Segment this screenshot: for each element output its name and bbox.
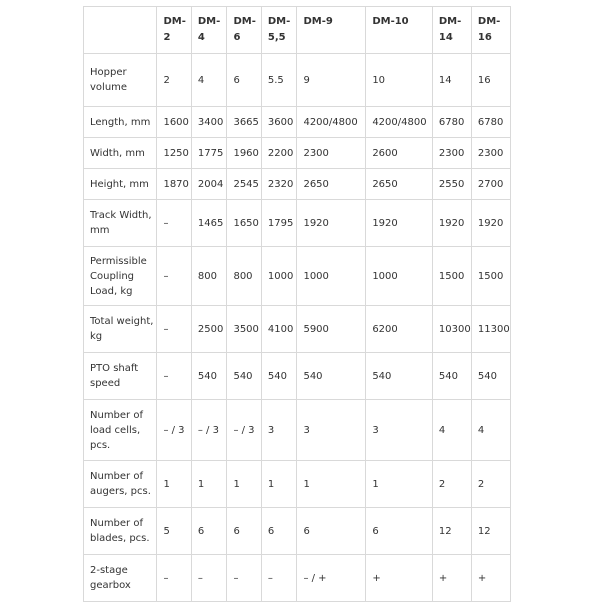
table-cell: 1000 <box>261 247 297 306</box>
table-cell: 540 <box>366 353 433 400</box>
table-cell: 540 <box>432 353 471 400</box>
table-cell: 12 <box>471 508 510 555</box>
table-cell: 2300 <box>297 138 366 169</box>
table-cell: + <box>366 555 433 602</box>
table-cell: 2 <box>157 54 191 107</box>
table-cell: 4200/4800 <box>297 107 366 138</box>
table-cell: – <box>157 200 191 247</box>
table-cell: 2650 <box>297 169 366 200</box>
table-cell: 2200 <box>261 138 297 169</box>
table-cell: 2550 <box>432 169 471 200</box>
table-cell: 2 <box>471 461 510 508</box>
table-cell: – <box>157 306 191 353</box>
table-cell: 6 <box>297 508 366 555</box>
header-model: DM-14 <box>432 7 471 54</box>
table-cell: 540 <box>227 353 261 400</box>
table-cell: 1870 <box>157 169 191 200</box>
table-cell: – / 3 <box>157 400 191 461</box>
table-cell: 1250 <box>157 138 191 169</box>
header-model: DM-5,5 <box>261 7 297 54</box>
table-cell: 1650 <box>227 200 261 247</box>
table-cell: 1 <box>157 461 191 508</box>
table-cell: 2545 <box>227 169 261 200</box>
table-cell: 6 <box>227 508 261 555</box>
specifications-table <box>83 6 511 602</box>
table-cell: 1795 <box>261 200 297 247</box>
table-cell: 2500 <box>191 306 227 353</box>
table-cell: 540 <box>261 353 297 400</box>
header-model: DM-9 <box>297 7 366 54</box>
table-cell: 16 <box>471 54 510 107</box>
table-cell: 9 <box>297 54 366 107</box>
table-cell: 11300 <box>471 306 510 353</box>
table-cell: 2300 <box>432 138 471 169</box>
table-cell: 6780 <box>471 107 510 138</box>
table-cell: 5 <box>157 508 191 555</box>
table-cell: 12 <box>432 508 471 555</box>
header-model: DM-16 <box>471 7 510 54</box>
table-cell: 2700 <box>471 169 510 200</box>
header-row <box>84 7 511 54</box>
table-cell: 1600 <box>157 107 191 138</box>
table-cell: 3600 <box>261 107 297 138</box>
table-cell: 2650 <box>366 169 433 200</box>
table-row <box>84 400 511 461</box>
table-cell: 6780 <box>432 107 471 138</box>
table-cell: + <box>432 555 471 602</box>
row-label: 2-stage gearbox <box>84 555 157 602</box>
header-model: DM-4 <box>191 7 227 54</box>
table-cell: 1920 <box>366 200 433 247</box>
table-cell: 4 <box>471 400 510 461</box>
table-cell: – <box>157 247 191 306</box>
table-cell: 1920 <box>432 200 471 247</box>
table-cell: 2600 <box>366 138 433 169</box>
specifications-table-container <box>83 6 511 602</box>
table-cell: 1 <box>297 461 366 508</box>
table-row <box>84 508 511 555</box>
table-cell: + <box>471 555 510 602</box>
table-row <box>84 461 511 508</box>
table-cell: 6 <box>261 508 297 555</box>
table-cell: 1465 <box>191 200 227 247</box>
table-cell: 6 <box>227 54 261 107</box>
table-cell: 1 <box>191 461 227 508</box>
table-cell: 1920 <box>471 200 510 247</box>
table-row <box>84 169 511 200</box>
table-cell: 540 <box>297 353 366 400</box>
table-cell: – / 3 <box>191 400 227 461</box>
row-label: Total weight, kg <box>84 306 157 353</box>
table-cell: 4200/4800 <box>366 107 433 138</box>
row-label: Track Width, mm <box>84 200 157 247</box>
table-cell: 1960 <box>227 138 261 169</box>
table-cell: 3400 <box>191 107 227 138</box>
table-row <box>84 353 511 400</box>
header-corner <box>84 7 157 54</box>
table-cell: – / 3 <box>227 400 261 461</box>
table-cell: 5900 <box>297 306 366 353</box>
table-cell: 1500 <box>471 247 510 306</box>
table-cell: 2004 <box>191 169 227 200</box>
table-cell: 4 <box>432 400 471 461</box>
table-row <box>84 247 511 306</box>
table-row <box>84 138 511 169</box>
table-cell: 6 <box>366 508 433 555</box>
table-cell: 1 <box>227 461 261 508</box>
table-cell: 3 <box>297 400 366 461</box>
table-cell: 1920 <box>297 200 366 247</box>
table-cell: 800 <box>191 247 227 306</box>
table-cell: 10 <box>366 54 433 107</box>
header-model: DM-10 <box>366 7 433 54</box>
table-cell: 1000 <box>366 247 433 306</box>
table-cell: – <box>191 555 227 602</box>
table-cell: 3665 <box>227 107 261 138</box>
table-row <box>84 200 511 247</box>
row-label: Height, mm <box>84 169 157 200</box>
table-cell: – <box>157 555 191 602</box>
table-cell: 14 <box>432 54 471 107</box>
table-cell: – <box>227 555 261 602</box>
table-cell: 800 <box>227 247 261 306</box>
table-cell: 1 <box>366 461 433 508</box>
row-label: Number of load cells, pcs. <box>84 400 157 461</box>
table-cell: – <box>157 353 191 400</box>
row-label: Length, mm <box>84 107 157 138</box>
row-label: Width, mm <box>84 138 157 169</box>
table-cell: 6200 <box>366 306 433 353</box>
table-cell: 6 <box>191 508 227 555</box>
table-cell: 1000 <box>297 247 366 306</box>
table-cell: 3 <box>261 400 297 461</box>
table-cell: 1775 <box>191 138 227 169</box>
table-cell: 5.5 <box>261 54 297 107</box>
table-cell: 540 <box>191 353 227 400</box>
table-cell: 1500 <box>432 247 471 306</box>
row-label: Number of augers, pcs. <box>84 461 157 508</box>
table-cell: 1 <box>261 461 297 508</box>
table-cell: 4100 <box>261 306 297 353</box>
table-cell: – / + <box>297 555 366 602</box>
table-row <box>84 54 511 107</box>
row-label: Hopper volume <box>84 54 157 107</box>
header-model: DM-2 <box>157 7 191 54</box>
table-row <box>84 555 511 602</box>
table-row <box>84 306 511 353</box>
row-label: Number of blades, pcs. <box>84 508 157 555</box>
table-cell: 540 <box>471 353 510 400</box>
table-cell: 2320 <box>261 169 297 200</box>
table-cell: 10300 <box>432 306 471 353</box>
table-cell: 4 <box>191 54 227 107</box>
row-label: PTO shaft speed <box>84 353 157 400</box>
table-cell: 2 <box>432 461 471 508</box>
table-cell: – <box>261 555 297 602</box>
table-cell: 2300 <box>471 138 510 169</box>
row-label: Permissible Coupling Load, kg <box>84 247 157 306</box>
table-cell: 3500 <box>227 306 261 353</box>
header-model: DM-6 <box>227 7 261 54</box>
table-cell: 3 <box>366 400 433 461</box>
table-row <box>84 107 511 138</box>
